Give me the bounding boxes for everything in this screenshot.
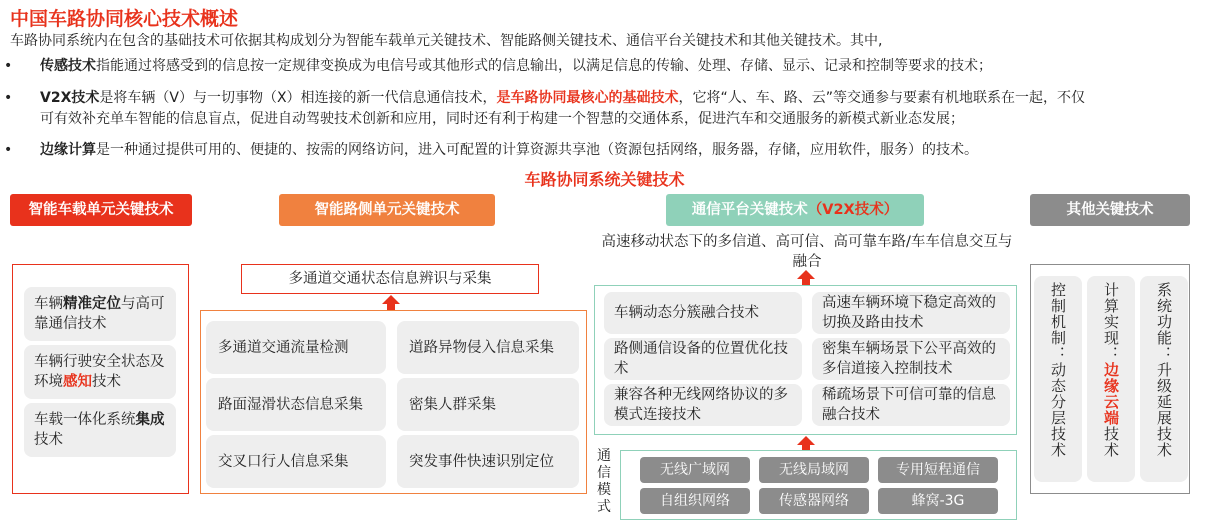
bullet-text: 是将车辆（V）与一切事物（X）相连接的新一代信息通信技术，: [99, 90, 497, 106]
mode-chip: 专用短程通信: [878, 457, 998, 483]
card-text: 控制机制：动态分层技术: [1049, 282, 1067, 458]
vehicle-card-perception: [24, 345, 176, 399]
roadside-card: 密集人群采集: [397, 378, 579, 431]
comm-arrow-bottom: [797, 436, 815, 451]
comm-card: 高速车辆环境下稳定高效的切换及路由技术: [812, 292, 1010, 334]
comm-top-text: 高速移动状态下的多信道、高可信、高可靠车路/车车信息交互与融合: [601, 234, 1013, 270]
comm-arrow-top: [797, 270, 815, 285]
bullet-dot: •: [4, 142, 13, 158]
mode-chip: 传感器网络: [759, 488, 869, 514]
vehicle-card-positioning: [24, 287, 176, 341]
roadside-card: 多通道交通流量检测: [206, 321, 386, 374]
comm-card: 路侧通信设备的位置优化技术: [604, 338, 802, 380]
intro-text: 车路协同系统内在包含的基础技术可依据其构成划分为智能车载单元关键技术、智能路侧关键技术、通信平台关键技术和其他关键技术。其中,: [10, 33, 883, 49]
bullet-text: 指能通过将感受到的信息按一定规律变换成为电信号或其他形式的信息输出，以满足信息的传输、处理、存储、显示、记录和控制等要求的技术；: [96, 58, 992, 74]
card-text: 与高可靠通信技术: [34, 296, 165, 332]
roadside-card: 道路异物侵入信息采集: [397, 321, 579, 374]
other-card-control: [1034, 276, 1082, 482]
comm-card: 稀疏场景下可信可靠的信息融合技术: [812, 384, 1010, 426]
card-text: 技术: [92, 374, 121, 390]
header-roadside: 智能路侧单元关键技术: [279, 194, 495, 226]
other-card-computing: [1087, 276, 1135, 482]
vehicle-card-integration: [24, 403, 176, 457]
card-text: 系统功能：升级延展技术: [1155, 282, 1173, 458]
roadside-top-box: 多通道交通状态信息辨识与采集: [241, 264, 539, 294]
roadside-card: 突发事件快速识别定位: [397, 435, 579, 488]
mode-chip: 自组织网络: [640, 488, 750, 514]
bullet-edge: [4, 140, 978, 161]
header-comm-main: 通信平台关键技术: [691, 202, 808, 218]
comm-card: 密集车辆场景下公平高效的多信道接入控制技术: [812, 338, 1010, 380]
bullet-dot: •: [4, 90, 13, 106]
roadside-arrow: [382, 295, 400, 310]
card-bold: 集成: [135, 412, 165, 428]
card-highlight: 感知: [63, 374, 92, 390]
page-title: 中国车路协同核心技术概述: [10, 8, 239, 30]
bullet-term: 边缘计算: [40, 142, 96, 158]
mode-chip: 无线局域网: [759, 457, 869, 483]
roadside-card: 交叉口行人信息采集: [206, 435, 386, 488]
mode-chip: 无线广域网: [640, 457, 750, 483]
card-text: 技术: [34, 432, 63, 448]
card-bold: 精准定位: [63, 296, 121, 312]
header-vehicle: 智能车载单元关键技术: [10, 194, 192, 226]
roadside-card: 路面湿滑状态信息采集: [206, 378, 386, 431]
comm-card: 兼容各种无线网络协议的多模式连接技术: [604, 384, 802, 426]
card-text: 技术: [1102, 426, 1120, 458]
other-card-function: [1140, 276, 1188, 482]
card-text: 车辆行驶安全状态及环境: [34, 354, 165, 390]
bullet-dot: •: [4, 58, 13, 74]
bullet-sensing: [4, 56, 992, 77]
card-text: 车载一体化系统: [34, 412, 136, 428]
diagram-title: 车路协同系统关键技术: [524, 170, 685, 189]
bullet-v2x: [4, 88, 1205, 130]
bullet-text-line2: 可有效补充单车智能的信息盲点，促进自动驾驶技术创新和应用，同时还有利于构建一个智慧的交通体系，促进汽车和交通服务的新模式新业态发展；: [40, 111, 964, 127]
bullet-term: V2X技术: [40, 90, 100, 106]
bullet-term: 传感技术: [40, 58, 96, 74]
bullet-highlight: 是车路协同最核心的基础技术: [496, 90, 679, 106]
bullet-text: ，它将“人、车、路、云”等交通参与要素有机地联系在一起，不仅: [678, 90, 1086, 106]
card-text: 车辆: [34, 296, 63, 312]
card-highlight: 边缘云端: [1102, 362, 1120, 426]
comm-mode-label: 通信模式: [597, 448, 611, 515]
header-comm: [666, 194, 924, 226]
header-other: 其他关键技术: [1030, 194, 1190, 226]
card-text: 计算实现：: [1102, 282, 1120, 362]
mode-chip: 蜂窝-3G: [878, 488, 998, 514]
comm-card: 车辆动态分簇融合技术: [604, 292, 802, 334]
header-comm-sub: （V2X技术）: [807, 202, 899, 218]
bullet-text: 是一种通过提供可用的、便捷的、按需的网络访问，进入可配置的计算资源共享池（资源包括网络，服务器，存储，应用软件，服务）的技术。: [96, 142, 978, 158]
